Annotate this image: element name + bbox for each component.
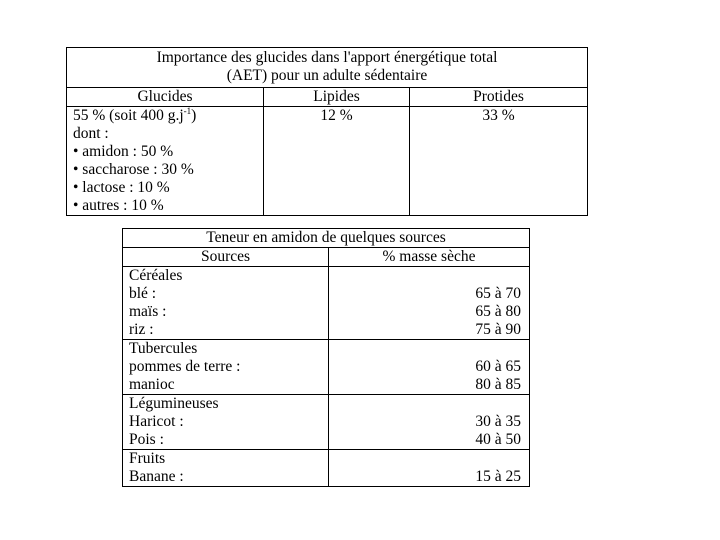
group-labels [123, 395, 329, 450]
source-label: Banane : [129, 468, 184, 485]
group-name: Céréales [129, 267, 183, 284]
group-row-fruits [123, 450, 530, 487]
group-row-cereales [123, 267, 530, 340]
group-values [329, 395, 530, 450]
protides-value: 33 % [410, 107, 588, 216]
source-label: pommes de terre : [129, 358, 241, 375]
group-name: Légumineuses [129, 395, 219, 412]
header-masse-seche: % masse sèche [329, 248, 530, 267]
source-value: 65 à 70 [475, 285, 521, 302]
source-label: riz : [129, 321, 154, 338]
glucides-cell [67, 107, 264, 216]
glucides-line: • lactose : 10 % [73, 179, 170, 196]
aet-table [66, 47, 588, 216]
glucides-line: • amidon : 50 % [73, 143, 174, 160]
glucides-line: • saccharose : 30 % [73, 161, 194, 178]
group-values [329, 450, 530, 487]
group-row-tubercules [123, 340, 530, 395]
group-labels [123, 267, 329, 340]
header-lipides: Lipides [264, 88, 410, 107]
source-value: 30 à 35 [475, 413, 521, 430]
glucides-line: • autres : 10 % [73, 197, 164, 214]
group-values [329, 267, 530, 340]
source-label: manioc [129, 376, 175, 393]
header-glucides: Glucides [67, 88, 264, 107]
source-label: Pois : [129, 431, 164, 448]
source-label: blé : [129, 285, 157, 302]
source-label: maïs : [129, 303, 167, 320]
group-name: Tubercules [129, 340, 198, 357]
aet-table-title: Importance des glucides dans l'apport énergétique total (AET) pour un adulte sédentaire [67, 48, 588, 88]
group-labels [123, 450, 329, 487]
group-labels [123, 340, 329, 395]
header-sources: Sources [123, 248, 329, 267]
amidon-table [122, 228, 530, 487]
source-value: 80 à 85 [475, 376, 521, 393]
header-protides: Protides [410, 88, 588, 107]
group-name: Fruits [129, 450, 166, 467]
source-value: 65 à 80 [475, 303, 521, 320]
group-row-legumineuses [123, 395, 530, 450]
amidon-table-title: Teneur en amidon de quelques sources [123, 229, 530, 248]
group-values [329, 340, 530, 395]
source-value: 40 à 50 [475, 431, 521, 448]
glucides-line: dont : [73, 125, 109, 142]
glucides-total: 55 % (soit 400 $g.j^{-1}$) [73, 106, 197, 124]
source-label: Haricot : [129, 413, 184, 430]
source-value: 60 à 65 [475, 358, 521, 375]
lipides-value: 12 % [264, 107, 410, 216]
source-value: 15 à 25 [475, 468, 521, 485]
source-value: 75 à 90 [475, 321, 521, 338]
